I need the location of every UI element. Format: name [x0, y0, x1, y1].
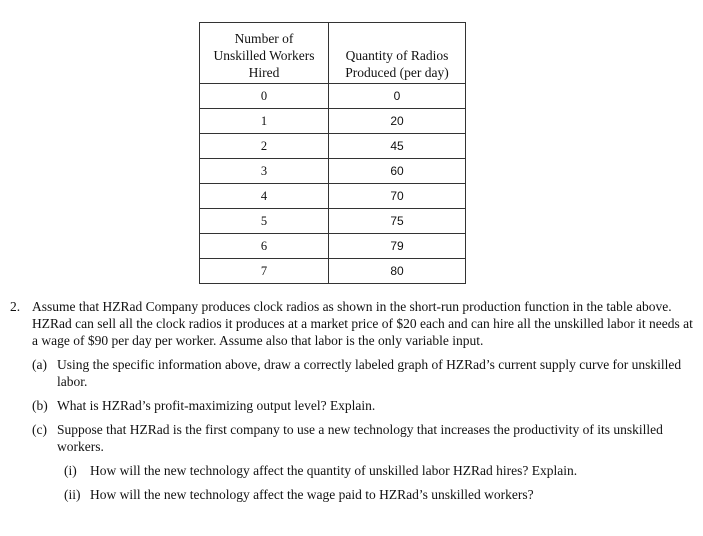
question-part-b [32, 397, 700, 414]
part-text: What is HZRad’s profit-maximizing output level? Explain. [57, 398, 376, 413]
quantity-cell: 75 [329, 209, 466, 234]
workers-cell: 0 [200, 84, 329, 109]
part-text: Using the specific information above, draw a correctly labeled graph of HZRad’s current supply curve for unskilled labor. [57, 357, 682, 389]
header-radios-produced [329, 23, 466, 84]
quantity-cell: 70 [329, 184, 466, 209]
quantity-cell: 80 [329, 259, 466, 284]
table-row [200, 159, 466, 184]
subpart-text: How will the new technology affect the wage paid to HZRad’s unskilled workers? [90, 487, 534, 502]
question-2 [10, 298, 700, 503]
quantity-cell: 79 [329, 234, 466, 259]
workers-cell: 3 [200, 159, 329, 184]
quantity-cell: 45 [329, 134, 466, 159]
table-row [200, 84, 466, 109]
quantity-cell: 20 [329, 109, 466, 134]
production-table [199, 22, 466, 284]
workers-cell: 4 [200, 184, 329, 209]
question-subpart-ii [64, 486, 700, 503]
subpart-text: How will the new technology affect the quantity of unskilled labor HZRad hires? Explain. [90, 463, 578, 478]
header-workers-hired [200, 23, 329, 84]
table-row [200, 109, 466, 134]
question-subpart-i [64, 462, 700, 479]
table-header-row [200, 23, 466, 84]
part-text: Suppose that HZRad is the first company to use a new technology that increases the productivity of its unskilled workers. [57, 422, 663, 454]
quantity-cell: 60 [329, 159, 466, 184]
header-line: Produced (per day) [345, 65, 449, 80]
header-line: Hired [248, 65, 280, 80]
production-table-container [199, 22, 466, 284]
part-label: (b) [32, 398, 48, 413]
header-line: Unskilled Workers [213, 48, 315, 63]
table-row [200, 134, 466, 159]
workers-cell: 2 [200, 134, 329, 159]
workers-cell: 1 [200, 109, 329, 134]
table-row [200, 234, 466, 259]
table-row [200, 209, 466, 234]
header-line: Quantity of Radios [345, 48, 449, 63]
question-stem [10, 298, 700, 349]
question-number: 2. [10, 299, 21, 314]
subpart-label: (ii) [64, 487, 81, 502]
quantity-cell: 0 [329, 84, 466, 109]
workers-cell: 7 [200, 259, 329, 284]
question-part-c [32, 421, 700, 455]
question-part-a [32, 356, 700, 390]
workers-cell: 6 [200, 234, 329, 259]
part-label: (a) [32, 357, 47, 372]
part-label: (c) [32, 422, 47, 437]
question-text: Assume that HZRad Company produces clock radios as shown in the short-run production function in the table above. HZRad can sell all the clock radios it produces at a market price of $20 each and can hire all the unskilled labor it needs at a wage of $90 per day per worker. Assume also that labor is the only variable input. [32, 299, 693, 348]
header-line: Number of [234, 31, 294, 46]
workers-cell: 5 [200, 209, 329, 234]
table-row [200, 184, 466, 209]
table-row [200, 259, 466, 284]
subpart-label: (i) [64, 463, 77, 478]
